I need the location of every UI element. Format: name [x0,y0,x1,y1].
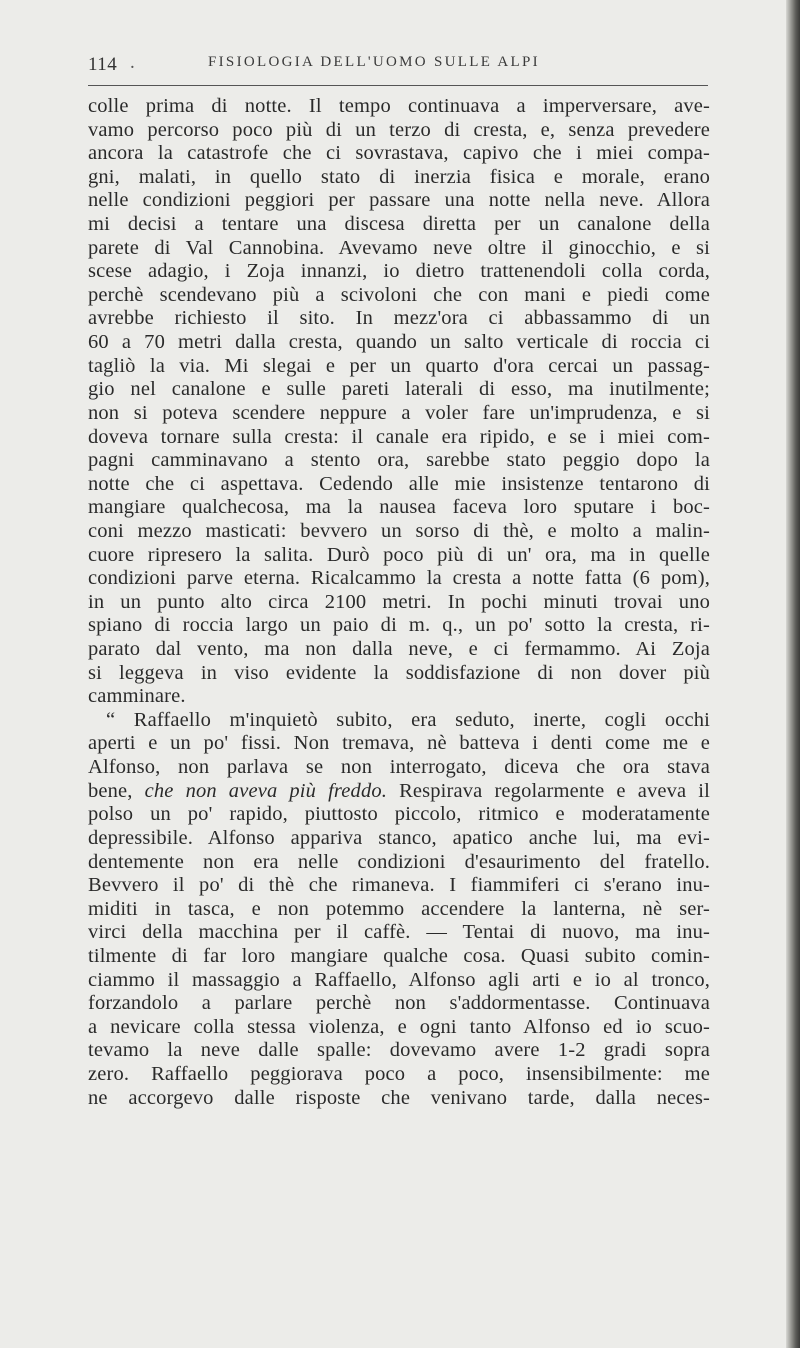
text-line: miditi in tasca, e non potemmo accendere la lanterna, nè ser- [88,897,710,920]
text-line: tilmente di far loro mangiare qualche cosa. Quasi subito comin- [88,944,710,967]
text-line-mixed [88,780,710,804]
running-title: FISIOLOGIA DELL'UOMO SULLE ALPI [208,54,540,70]
text-line: Alfonso, non parlava se non interrogato, diceva che ora stava [88,756,710,779]
text-line: tagliò la via. Mi slegai e per un quarto d'ora cercai un passag- [88,354,710,377]
text-line: spiano di roccia largo un paio di m. q., un po' sotto la cresta, ri- [88,614,710,637]
text-line: virci della macchina per il caffè. — Tentai di nuovo, ma inu- [88,921,710,944]
text-line: scese adagio, i Zoja innanzi, io dietro trattenendoli colla corda, [88,260,710,283]
text-line: parete di Val Cannobina. Avevamo neve oltre il ginocchio, e si [88,236,710,259]
text-line: a nevicare colla stessa violenza, e ogni tanto Alfonso ed io scuo- [88,1015,710,1038]
text-line: nelle condizioni peggiori per passare una notte nella neve. Allora [88,189,710,212]
text-line: tevamo la neve dalle spalle: dovevamo avere 1-2 gradi sopra [88,1039,710,1062]
text-line: non si poteva scendere neppure a voler fare un'imprudenza, e si [88,401,710,424]
text-line: vamo percorso poco più di un terzo di cresta, e, senza prevedere [88,118,710,141]
text-line: doveva tornare sulla cresta: il canale era ripido, e se i miei com- [88,425,710,448]
text-line: condizioni parve eterna. Ricalcammo la cresta a notte fatta (6 pom), [88,567,710,590]
text-line: ancora la catastrofe che ci sovrastava, capivo che i miei compa- [88,142,710,165]
text-line: ciammo il massaggio a Raffaello, Alfonso agli arti e io al tronco, [88,968,710,991]
text-line: dentemente non era nelle condizioni d'esaurimento del fratello. [88,850,710,873]
text-line: in un punto alto circa 2100 metri. In pochi minuti trovai uno [88,590,710,613]
body-text [88,95,710,1110]
text-line: pagni camminavano a stento ora, sarebbe stato peggio dopo la [88,449,710,472]
page-header [88,40,708,84]
text-line: notte che ci aspettava. Cedendo alle mie insistenze tentarono di [88,472,710,495]
text-line: si leggeva in viso evidente la soddisfazione di non dover più [88,661,710,684]
text-line: colle prima di notte. Il tempo continuava a imperversare, ave- [88,95,710,117]
header-rule [88,85,708,86]
text-line: polso un po' rapido, piuttosto piccolo, ritmico e moderatamente [88,803,710,826]
text-line: “ Raffaello m'inquietò subito, era seduto, inerte, cogli occhi [106,708,710,731]
page-mark: . [130,52,135,73]
text-line: mi decisi a tentare una discesa diretta per un canalone della [88,213,710,236]
text-line: forzandolo a parlare perchè non s'addormentasse. Continuava [88,992,710,1015]
text-line: parato dal vento, ma non dalla neve, e ci fermammo. Ai Zoja [88,638,710,661]
text-line: ne accorgevo dalle risposte che venivano tarde, dalla neces- [88,1086,710,1109]
text-line: camminare. [88,685,186,708]
text-line: Bevvero il po' di thè che rimaneva. I fiammiferi ci s'erano inu- [88,874,710,897]
book-binding-edge [786,0,800,1348]
text-line: gio nel canalone e sulle pareti laterali di esso, ma inutilmente; [88,378,710,401]
text-line: avrebbe richiesto il sito. In mezz'ora ci abbassammo di un [88,307,710,330]
italic-phrase: che non aveva più freddo. [144,779,388,802]
text-line: aperti e un po' fissi. Non tremava, nè batteva i denti come me e [88,732,710,755]
text-line: depressibile. Alfonso appariva stanco, apatico anche lui, ma evi- [88,826,710,849]
text-line: cuore ripresero la salita. Durò poco più di un' ora, ma in quelle [88,543,710,566]
text-span: Respirava regolarmente e aveva il [387,779,710,802]
page-number: 114 [88,54,118,75]
text-line: zero. Raffaello peggiorava poco a poco, insensibilmente: me [88,1062,710,1085]
text-line: mangiare qualchecosa, ma la nausea faceva loro sputare i boc- [88,496,710,519]
text-line: perchè scendevano più a scivoloni che con mani e piedi come [88,283,710,306]
text-line: gni, malati, in quello stato di inerzia fisica e morale, erano [88,165,710,188]
text-span: bene, [88,779,145,802]
text-line: coni mezzo masticati: bevvero un sorso di thè, e molto a malin- [88,519,710,542]
text-line: 60 a 70 metri dalla cresta, quando un salto verticale di roccia ci [88,331,710,354]
